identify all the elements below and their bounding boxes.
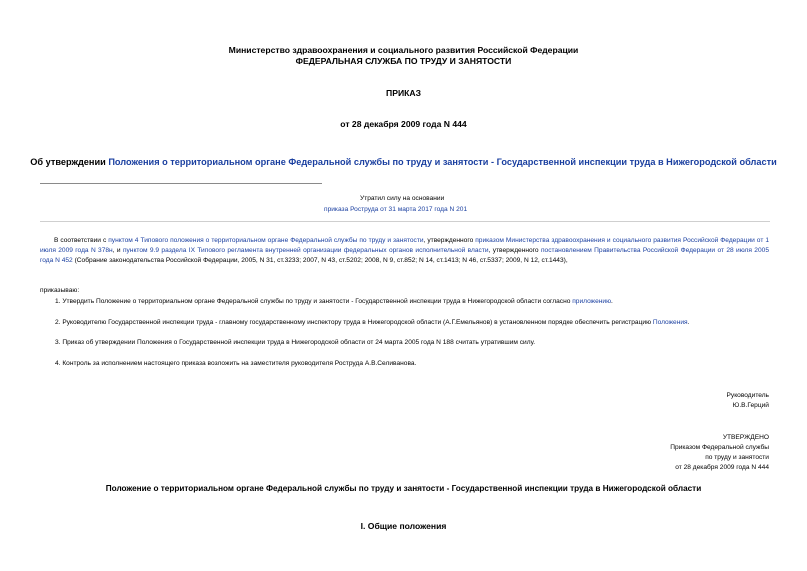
status-line1: Утратил силу на основании (360, 195, 445, 202)
preamble-link-4[interactable]: постановлением Правительства Российской Федерации от 28 июля 2005 года N 452 (40, 247, 769, 264)
preamble: В соответствии с пунктом 4 Типового положения о территориальном органе Федеральной службы по труду и занятости, утвержденного приказом Министерства здравоохранения и социального развития Российской Федерации от 1 июля 2009 года N 378н, и пунктом 9.9 раздела IX Типового регламента внутренней организации федеральных органов исполнительной власти, утвержденного постановлением Правительства Российской Федерации от 28 июля 2005 года N 452 (Собрание законодательства Российской Федерации, 2005, N 31, ст.3233; 2007, N 43, ст.5202; 2008, N 9, ст.852; N 14, ст.1413; N 46, ст.5337; 2009, N 12, ст.1443), (40, 237, 769, 264)
doc-title (0, 156, 807, 168)
section-title: I. Общие положения (360, 521, 447, 531)
approved-label: УТВЕРЖДЕНО (722, 434, 769, 441)
divider-long (40, 221, 770, 222)
signature-name: Ю.В.Герций (732, 402, 769, 409)
item-4: 4. Контроль за исполнением настоящего приказа возложить на заместителя руководителя Роструда А.В.Селиванова. (55, 360, 417, 367)
title-link[interactable]: Положения о территориальном органе Федеральной службы по труду и занятости - Государственной инспекции труда в Нижегородской области (108, 157, 777, 167)
item-2: 2. Руководителю Государственной инспекции труда - главному государственному инспектору труда в Нижегородской области (А.Г.Емельянов) в установленном порядке обеспечить регистрацию Положения. (55, 319, 690, 326)
divider-short (40, 183, 322, 184)
appendix-title: Положение о территориальном органе Федеральной службы по труду и занятости - Государственной инспекции труда в Нижегородской области (105, 484, 702, 493)
preamble-link-2[interactable]: приказом Министерства здравоохранения и социального развития Российской Федерации от 1 июля 2009 года N 378н (40, 237, 769, 254)
regulation-link[interactable]: Положения (652, 319, 688, 326)
preamble-link-1[interactable]: пунктом 4 Типового положения о территориальном органе Федеральной службы по труду и занятости (108, 237, 424, 244)
order-word: приказываю: (40, 287, 80, 294)
item-1: 1. Утвердить Положение о территориальном органе Федеральной службы по труду и занятости - Государственной инспекции труда в Нижегородской области согласно приложению. (55, 298, 613, 305)
header-ministry: Министерство здравоохранения и социального развития Российской Федерации (228, 45, 579, 55)
approved-line3: от 28 декабря 2009 года N 444 (675, 464, 769, 471)
signature-role: Руководитель (726, 392, 769, 399)
preamble-link-3[interactable]: пунктом 9.9 раздела IX Типового регламента внутренней организации федеральных органов исполнительной власти (122, 247, 489, 254)
doc-date-number: от 28 декабря 2009 года N 444 (340, 119, 467, 129)
header-service: ФЕДЕРАЛЬНАЯ СЛУЖБА ПО ТРУДУ И ЗАНЯТОСТИ (295, 56, 512, 66)
item-3: 3. Приказ об утверждении Положения о Государственной инспекции труда в Нижегородской области от 24 марта 2005 года N 188 считать утратившим силу. (55, 339, 536, 346)
title-prefix: Об утверждении (30, 157, 109, 167)
approved-line1: Приказом Федеральной службы (670, 444, 769, 451)
doc-type: ПРИКАЗ (386, 88, 421, 98)
status-link[interactable]: приказа Роструда от 31 марта 2017 года N 201 (324, 206, 468, 213)
approved-line2: по труду и занятости (705, 454, 769, 461)
appendix-link[interactable]: приложению (572, 298, 612, 305)
